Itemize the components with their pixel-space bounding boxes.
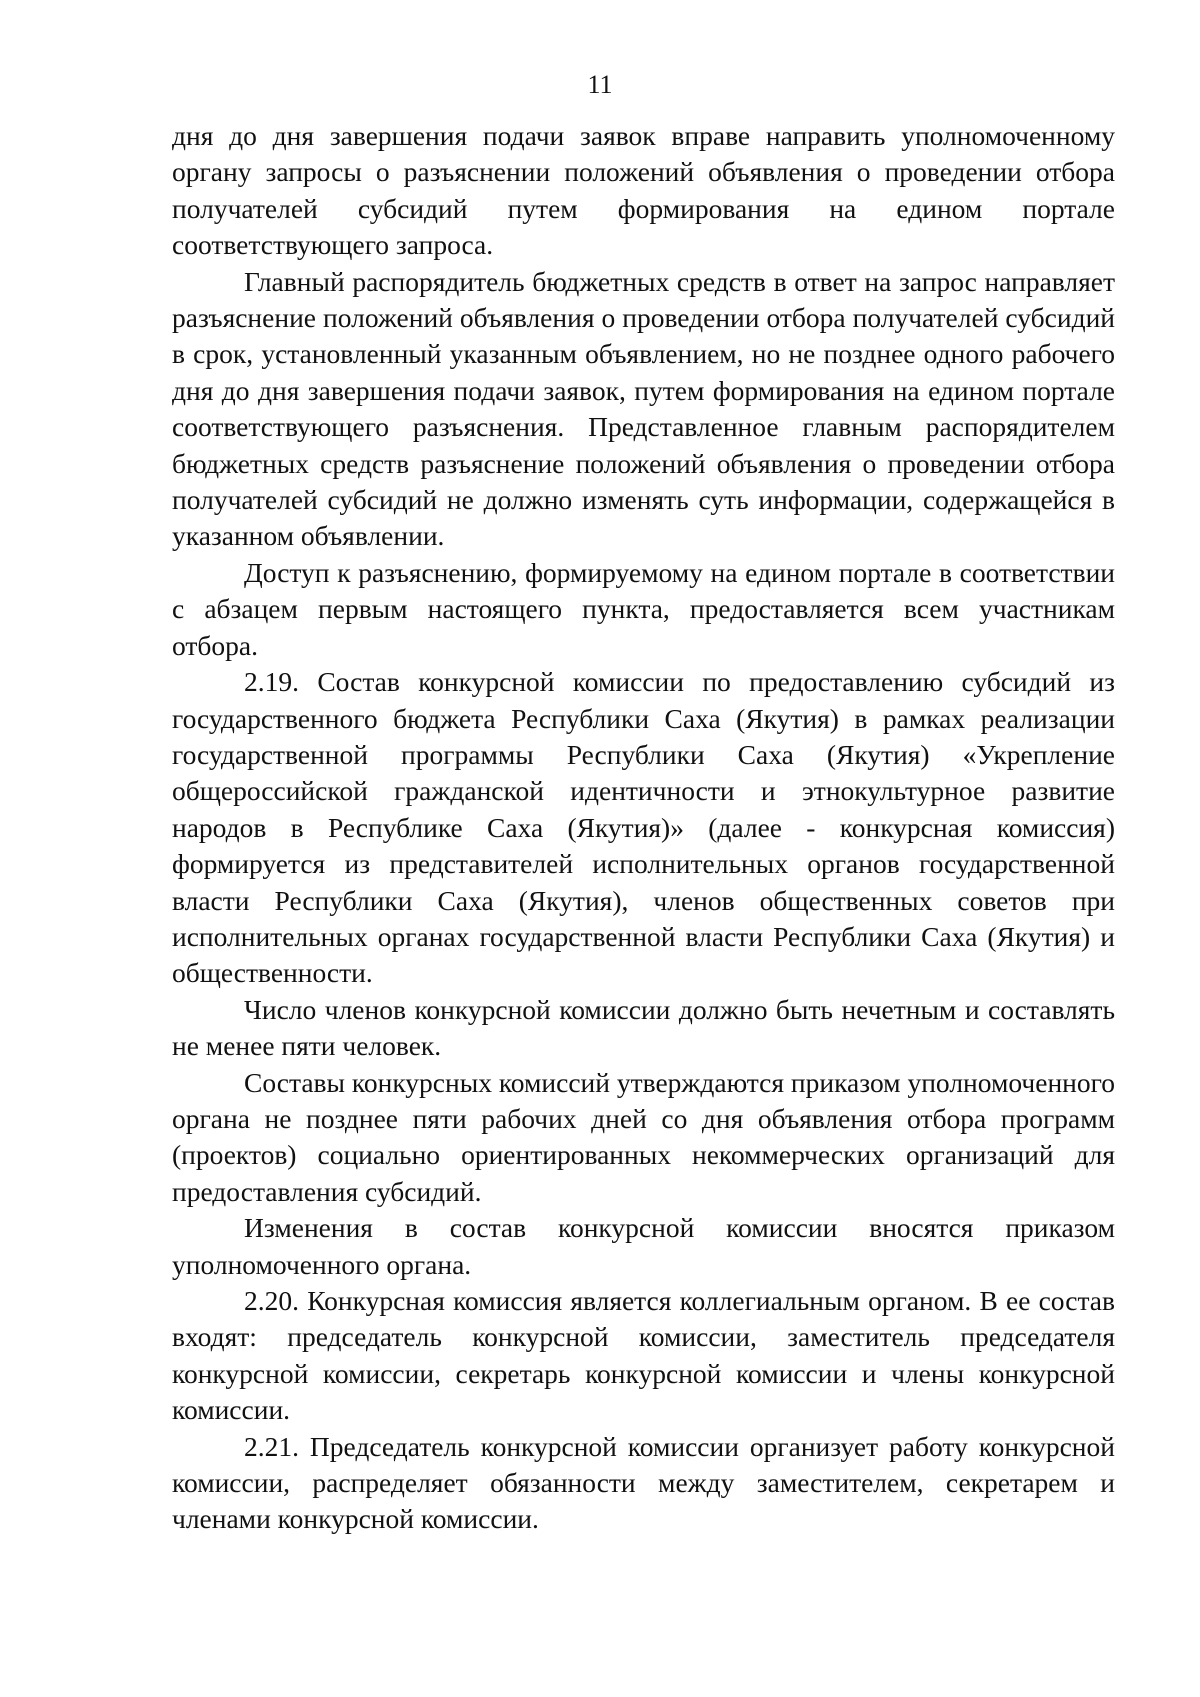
paragraph-commission-changes: Изменения в состав конкурсной комиссии вносятся приказом уполномоченного органа. [172,1212,1115,1280]
paragraph-2-19: 2.19. Состав конкурсной комиссии по предоставлению субсидий из государственного бюджета Республики Саха (Якутия) в рамках реализации государственной программы Республики Саха (Якутия) «Укрепление общероссийской гражданской идентичности и этнокультурное развитие народов в Республике Саха (Якутия)» (далее - конкурсная комиссия) формируется из представителей исполнительных органов государственной власти Республики Саха (Якутия), членов общественных советов при исполнительных органах государственной власти Республики Саха (Якутия) и общественности. [172,666,1115,989]
document-body [172,118,1115,1538]
paragraph-2-21: 2.21. Председатель конкурсной комиссии организует работу конкурсной комиссии, распределяет обязанности между заместителем, секретарем и членами конкурсной комиссии. [172,1430,1115,1535]
paragraph-commission-size: Число членов конкурсной комиссии должно быть нечетным и составлять не менее пяти человек. [172,993,1115,1062]
paragraph-clarification-response: Главный распорядитель бюджетных средств в ответ на запрос направляет разъяснение положений объявления о проведении отбора получателей субсидий в срок, установленный указанным объявлением, но не позднее одного рабочего дня до дня завершения подачи заявок, путем формирования на едином портале соответствующего разъяснения. Представленное главным распорядителем бюджетных средств разъяснение положений объявления о проведении отбора получателей субсидий не должно изменять суть информации, содержащейся в указанном объявлении. [172,265,1115,552]
paragraph-clarification-access: Доступ к разъяснению, формируемому на едином портале в соответствии с абзацем первым настоящего пункта, предоставляется всем участникам отбора. [172,556,1115,661]
paragraph-continuation: дня до дня завершения подачи заявок вправе направить уполномоченному органу запросы о разъяснении положений объявления о проведении отбора получателей субсидий путем формирования на едином портале соответствующего запроса. [172,120,1115,261]
paragraph-2-20: 2.20. Конкурсная комиссия является коллегиальным органом. В ее состав входят: председатель конкурсной комиссии, заместитель председателя конкурсной комиссии, секретарь конкурсной комиссии и члены конкурсной комиссии. [172,1285,1115,1426]
paragraph-commission-approval: Составы конкурсных комиссий утверждаются приказом уполномоченного органа не позднее пяти рабочих дней со дня объявления отбора программ (проектов) социально ориентированных некоммерческих организаций для предоставления субсидий. [172,1066,1115,1207]
page-number: 11 [587,70,613,99]
